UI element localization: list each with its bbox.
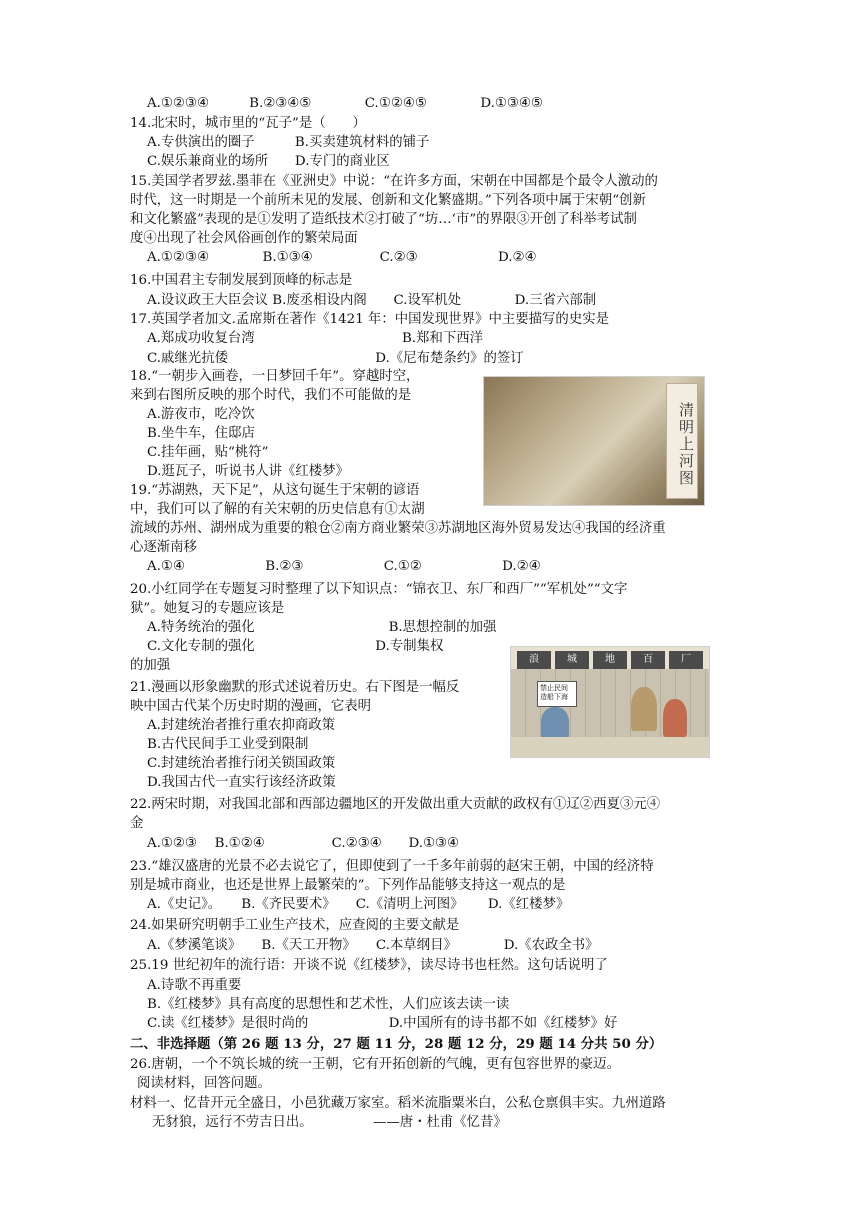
- text-line: C.读《红楼梦》是很时尚的 D.中国所有的诗书都不如《红楼梦》好: [147, 1016, 618, 1031]
- text-line: 24.如果研究明朝手工业生产技术，应查阅的主要文献是: [130, 918, 460, 933]
- text-line: B.古代民间手工业受到限制: [147, 737, 309, 752]
- qingming-painting-image: [483, 376, 705, 506]
- text-line: 时代，这一时期是一个前所未见的发展、创新和文化繁盛期。”下列各项中属于宋朝“创新: [130, 193, 646, 208]
- text-line: A.①②③ B.①②④ C.②③④ D.①③④: [147, 836, 459, 851]
- cartoon-ground: [511, 737, 709, 757]
- text-line: 和文化繁盛”表现的是①发明了造纸技术②打破了“坊…‘市”的界限③开创了科举考试制: [130, 212, 637, 227]
- text-line: 20.小红同学在专题复习时整理了以下知识点：“锦衣卫、东厂和西厂”“军机处”“文字: [130, 582, 628, 597]
- text-line: A.专供演出的圈子 B.买卖建筑材料的铺子: [147, 135, 430, 150]
- text-line: 中，我们可以了解的有关宋朝的历史信息有①太湖: [130, 502, 425, 517]
- text-line: 映中国古代某个历史时期的漫画，它表明: [130, 699, 372, 714]
- text-line: C.戚继光抗倭 D.《尼布楚条约》的签订: [147, 351, 524, 366]
- text-line: 19.“苏湖熟，天下足”，从这句诞生于宋朝的谚语: [130, 483, 420, 498]
- text-line: 17.英国学者加文.孟席斯在著作《1421 年：中国发现世界》中主要描写的史实是: [130, 312, 609, 327]
- text-line: 18.“一朝步入画卷，一日梦回千年”。穿越时空，: [130, 369, 420, 384]
- cartoon-guard-figure: [541, 707, 569, 739]
- text-line: 心逐渐南移: [130, 540, 197, 555]
- sea-ban-cartoon-image: [510, 646, 710, 758]
- text-line: A.郑成功收复台湾 B.郑和下西洋: [147, 331, 484, 346]
- text-line: 的加强: [130, 658, 171, 673]
- painting-title: 清明上河图: [666, 383, 698, 499]
- text-line: C.文化专制的强化 D.专制集权: [147, 639, 444, 654]
- text-line: 25.19 世纪初年的流行语：开谈不说《红楼梦》，读尽诗书也枉然。这句话说明了: [130, 958, 608, 973]
- text-line: 26.唐朝，一个不筑长城的统一王朝，它有开拓创新的气魄，更有包容世界的豪迈。: [130, 1057, 620, 1072]
- text-line: 23.“雄汉盛唐的光景不必去说它了，但即使到了一千多年前弱的赵宋王朝，中国的经济特: [130, 859, 654, 874]
- text-line: A.《史记》。 B.《齐民要术》 C.《清明上河图》 D.《红楼梦》: [147, 897, 570, 912]
- text-line: D.逛瓦子，听说书人讲《红楼梦》: [147, 464, 349, 479]
- text-line: A.游夜市，吃冷饮: [147, 407, 255, 422]
- text-line: A.①②③④ B.②③④⑤ C.①②④⑤ D.①③④⑤: [147, 96, 543, 111]
- text-line: 22.两宋时期，对我国北部和西部边疆地区的开发做出重大贡献的政权有①辽②西夏③元④: [130, 797, 661, 812]
- cartoon-worker-figure: [663, 699, 687, 737]
- text-line: 别是城市商业，也还是世界上最繁荣的”。下列作品能够支持这一观点的是: [130, 878, 566, 893]
- text-line: 材料一、忆昔开元全盛日，小邑犹藏万家室。稻米流脂粟米白，公私仓禀俱丰实。九州道路: [130, 1096, 666, 1111]
- text-line: A.设议政王大臣会议 B.废丞相设内阁 C.设军机处 D.三省六部制: [147, 293, 597, 308]
- text-line: 16.中国君主专制发展到顶峰的标志是: [130, 273, 353, 288]
- text-line: D.我国古代一直实行该经济政策: [147, 775, 336, 790]
- text-line: A.封建统治者推行重农抑商政策: [147, 718, 336, 733]
- text-line: C.挂年画，贴“桃符”: [147, 445, 269, 460]
- text-line: 金: [130, 816, 144, 831]
- text-line: 14.北宋时，城市里的“瓦子”是（ ）: [130, 116, 366, 131]
- text-line: A.①②③④ B.①③④ C.②③ D.②④: [147, 250, 537, 265]
- text-line: A.诗歌不再重要: [147, 978, 242, 993]
- text-line: 阅读材料，回答问题。: [137, 1076, 271, 1091]
- text-line: 来到右图所反映的那个时代，我们不可能做的是: [130, 388, 412, 403]
- text-line: 15.美国学者罗兹.墨菲在《亚洲史》中说：“在许多方面，宋朝在中国都是个最令人激动的: [130, 174, 658, 189]
- cartoon-worker-figure: [631, 687, 657, 731]
- text-line: B.《红楼梦》具有高度的思想性和艺术性，人们应该去读一读: [147, 997, 510, 1012]
- text-line: C.封建统治者推行闭关锁国政策: [147, 756, 336, 771]
- text-line: B.坐牛车，住邸店: [147, 426, 255, 441]
- text-line: 21.漫画以形象幽默的形式述说着历史。右下图是一幅反: [130, 680, 460, 695]
- text-line: A.特务统治的强化 B.思想控制的加强: [147, 620, 497, 635]
- text-line: A.《梦溪笔谈》 B.《天工开物》 C.本草纲目》 D.《农政全书》: [147, 938, 599, 953]
- text-line: 无豺狼，远行不劳吉日出。 ——唐・杜甫《忆昔》: [152, 1115, 507, 1130]
- text-line: 狱”。她复习的专题应该是: [130, 601, 285, 616]
- text-line: A.①④ B.②③ C.①② D.②④: [147, 559, 541, 574]
- cartoon-speech-bubble: 禁止民间造船下海: [537, 681, 577, 707]
- text-line: 二、非选择题（第 26 题 13 分，27 题 11 分，28 题 12 分，29 题 14 分共 50 分）: [130, 1036, 663, 1052]
- text-line: 度④出现了社会风俗画创作的繁荣局面: [130, 231, 358, 246]
- text-line: 流域的苏州、湖州成为重要的粮仓②南方商业繁荣③苏湖地区海外贸易发达④我国的经济重: [130, 521, 666, 536]
- text-line: C.娱乐兼商业的场所 D.专门的商业区: [147, 154, 390, 169]
- cartoon-sign: 浪 城 地 百 厂: [517, 651, 703, 669]
